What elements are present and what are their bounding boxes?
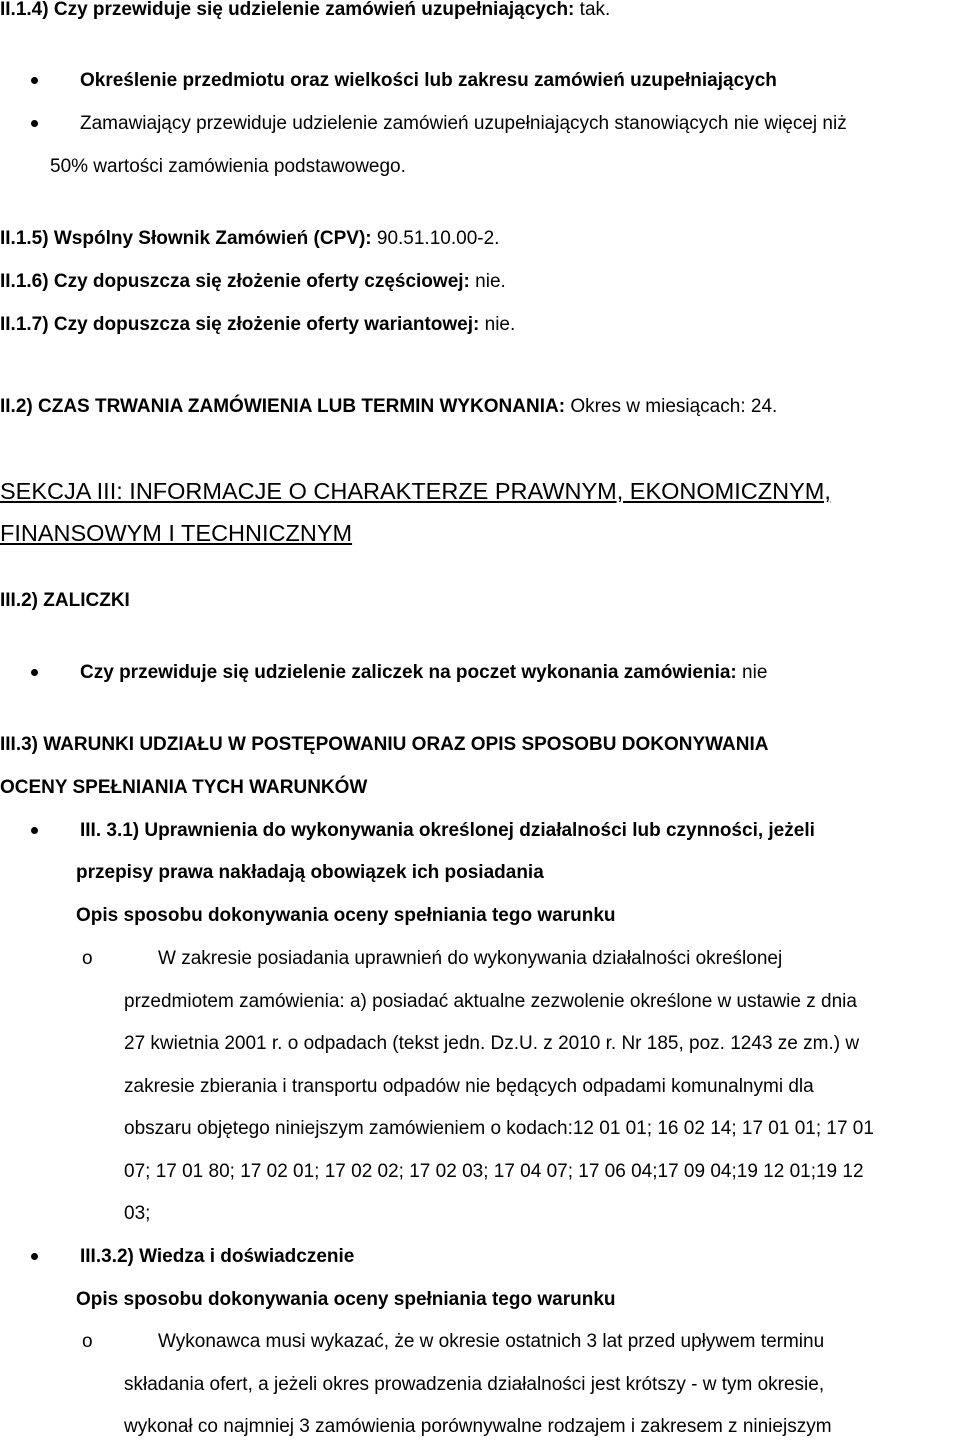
iii31-text-line: 27 kwietnia 2001 r. o odpadach (tekst jedn. Dz.U. z 2010 r. Nr 185, poz. 1243 ze zm.) w <box>124 1033 860 1054</box>
iii31-opis: Opis sposobu dokonywania oceny spełniania tego warunku <box>76 905 616 926</box>
ii14-label: II.1.4) Czy przewiduje się udzielenie zamówień uzupełniających: <box>0 0 575 20</box>
bullet-zamowienia-uzupelniajace: Określenie przedmiotu oraz wielkości lub zakresu zamówień uzupełniających <box>80 70 777 91</box>
iii2-line <box>80 661 767 685</box>
iii31-text-line: przedmiotem zamówienia: a) posiadać aktualne zezwolenie określone w ustawie z dnia <box>124 991 857 1012</box>
iii31-title-line1: III. 3.1) Uprawnienia do wykonywania określonej działalności lub czynności, jeżeli <box>80 820 815 841</box>
section3-heading-line1: SEKCJA III: INFORMACJE O CHARAKTERZE PRAWNYM, EKONOMICZNYM, <box>0 478 831 504</box>
ii15-line <box>0 227 499 251</box>
o-bullet-icon: o <box>82 1331 93 1352</box>
ii16-line <box>0 270 506 294</box>
ii2-line <box>0 395 777 419</box>
ii15-label: II.1.5) Wspólny Słownik Zamówień (CPV): <box>0 228 372 249</box>
ii2-label: II.2) CZAS TRWANIA ZAMÓWIENIA LUB TERMIN WYKONANIA: <box>0 396 566 417</box>
ii16-value: nie. <box>475 271 506 292</box>
iii31-text-line: 03; <box>124 1203 151 1224</box>
bullet-icon <box>31 1253 38 1260</box>
bullet-icon <box>31 77 38 84</box>
iii31-text-line: 07; 17 01 80; 17 02 01; 17 02 02; 17 02 03; 17 04 07; 17 06 04;17 09 04;19 12 01;19 12 <box>124 1161 864 1182</box>
iii32-opis: Opis sposobu dokonywania oceny spełniania tego warunku <box>76 1289 616 1310</box>
iii31-title-line2: przepisy prawa nakładają obowiązek ich posiadania <box>76 862 544 883</box>
bullet-icon <box>31 827 38 834</box>
section3-heading-line2: FINANSOWYM I TECHNICZNYM <box>0 520 353 546</box>
o-bullet-icon: o <box>82 948 93 969</box>
ii17-value: nie. <box>484 314 516 335</box>
ii16-label: II.1.6) Czy dopuszcza się złożenie oferty częściowej: <box>0 271 470 292</box>
bullet-icon <box>31 120 38 127</box>
iii2-label: Czy przewiduje się udzielenie zaliczek na poczet wykonania zamówienia: <box>80 662 737 683</box>
iii32-text-line: Wykonawca musi wykazać, że w okresie ostatnich 3 lat przed upływem terminu <box>158 1331 825 1352</box>
iii31-text-line: W zakresie posiadania uprawnień do wykonywania działalności określonej <box>158 948 783 969</box>
bullet-przewiduje-cont: 50% wartości zamówienia podstawowego. <box>50 156 406 177</box>
iii32-title: III.3.2) Wiedza i doświadczenie <box>80 1246 355 1267</box>
ii15-value: 90.51.10.00-2. <box>376 228 500 249</box>
ii17-line <box>0 313 515 337</box>
ii2-value: Okres w miesiącach: 24. <box>570 396 778 417</box>
iii31-text-line: obszaru objętego niniejszym zamówieniem o kodach:12 01 01; 16 02 14; 17 01 01; 17 01 <box>124 1118 874 1139</box>
iii2-title: III.2) ZALICZKI <box>0 590 130 611</box>
ii14-line <box>0 0 610 22</box>
iii2-value: nie <box>742 662 768 683</box>
iii32-text-line: składania ofert, a jeżeli okres prowadzenia działalności jest krótszy - w tym okresie, <box>124 1374 825 1395</box>
iii3-title-line2: OCENY SPEŁNIANIA TYCH WARUNKÓW <box>0 777 368 798</box>
ii17-label: II.1.7) Czy dopuszcza się złożenie oferty wariantowej: <box>0 314 480 335</box>
bullet-przewiduje: Zamawiający przewiduje udzielenie zamówień uzupełniających stanowiących nie więcej niż <box>80 113 847 134</box>
ii14-value: tak. <box>579 0 611 20</box>
bullet-icon <box>31 669 38 676</box>
iii32-text-line: wykonał co najmniej 3 zamówienia porównywalne rodzajem i zakresem z niniejszym <box>124 1416 832 1437</box>
iii3-title-line1: III.3) WARUNKI UDZIAŁU W POSTĘPOWANIU ORAZ OPIS SPOSOBU DOKONYWANIA <box>0 734 769 755</box>
iii31-text-line: zakresie zbierania i transportu odpadów nie będących odpadami komunalnymi dla <box>124 1076 814 1097</box>
